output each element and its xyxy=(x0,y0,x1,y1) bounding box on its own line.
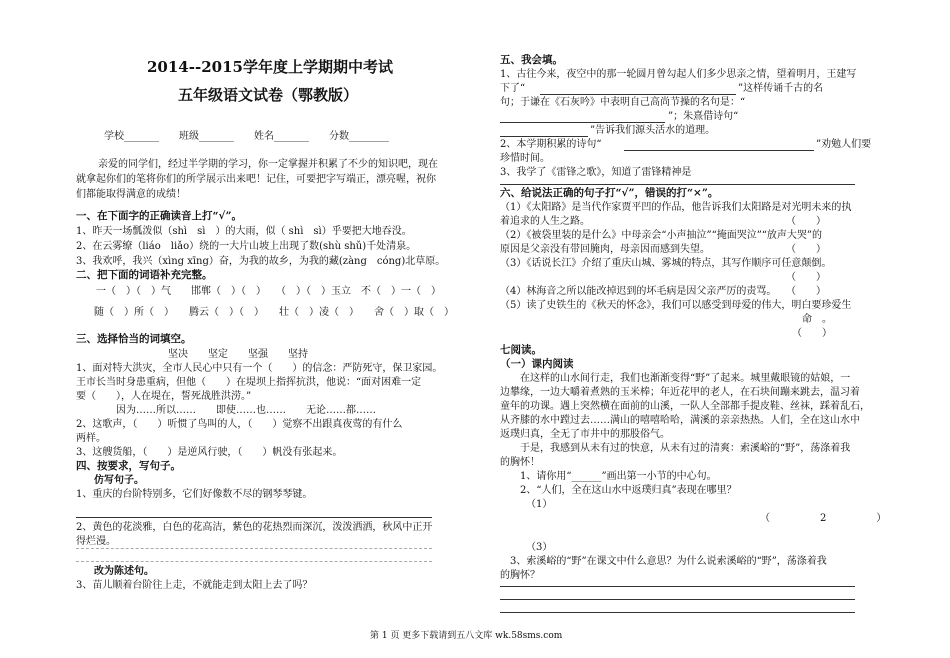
section-4-line-2: 2、黄色的花淡雅，白色的花高洁，紫色的花热烈而深沉，泼泼洒洒，秋风中正开 xyxy=(76,522,433,533)
answer-line[interactable] xyxy=(500,136,588,137)
intro-line-3: 们都能取得满意的成绩！ xyxy=(76,189,186,200)
section-4-line-1: 1、重庆的台阶特别多，它们好像数不尽的钢琴琴键。 xyxy=(76,489,313,500)
section-5-line-6a: 2、本学期积累的诗句“ xyxy=(500,139,602,150)
section-7-sub: （一）课内阅读 xyxy=(500,358,574,370)
section-6-line-8: 命 。 xyxy=(802,314,832,325)
answer-paren[interactable]: （ ） xyxy=(786,244,826,255)
question-3-line-1: 3、索溪峪的“野”在课文中什么意思？为什么说索溪峪的“野”，荡涤着我 xyxy=(510,556,827,567)
answer-paren[interactable]: （ ） xyxy=(792,328,832,339)
reading-p1-line-5: 返璞归真，全无了市井中的那股俗气。 xyxy=(500,429,670,440)
section-3-line-3: 要（ ），人在堤在，誓死战胜洪涝。” xyxy=(76,391,252,402)
section-3-heading: 三、选择恰当的词填空。 xyxy=(76,333,192,345)
section-5-line-2b: ”这样传诵千古的名 xyxy=(738,83,824,94)
intro-line-1: 亲爱的同学们，经过半学期的学习，你一定掌握并积累了不少的知识吧，现在 xyxy=(98,159,438,170)
section-2-row-2: 随（ ）所（ ） 腾云（ ）（ ） 壮（ ）凌（ ） 舍（ ）取（ ） xyxy=(84,307,454,318)
answer-line[interactable] xyxy=(500,586,855,587)
section-5-line-3: 句；于谦在《石灰吟》中表明自己高尚节操的名句是：“ xyxy=(500,97,746,108)
section-3-line-5: 两样。 xyxy=(76,433,106,444)
section-6-line-4: 原因是父亲没有带回腌肉，母亲因而感到失望。 xyxy=(500,244,710,255)
answer-line[interactable] xyxy=(624,150,814,151)
section-3-line-2: 王市长当时身患重病，但他（ ）在堤坝上指挥抗洪，他说：“面对困难一定 xyxy=(76,377,422,388)
section-6-line-2: 着追求的人生之路。 xyxy=(500,216,590,227)
section-6-line-7: （5）读了史铁生的《秋天的怀念》，我们可以感受到母爱的伟大，明白要珍爱生 xyxy=(500,300,852,311)
section-4-heading: 四、按要求，写句子。 xyxy=(76,460,181,472)
section-6-line-1: （1）《太阳路》是当代作家贾平凹的作品，他告诉我们太阳路是对光明未来的执 xyxy=(500,202,852,213)
reading-p1-line-4: 从齐膝的水中蹚过去……满山的嘻嘻哈哈，满溪的亲亲热热。人们，全在这山水中 xyxy=(500,415,860,426)
section-5-line-2a: 下了“ xyxy=(500,83,526,94)
section-7-heading: 七阅读。 xyxy=(500,344,542,356)
answer-paren[interactable]: （ ） xyxy=(786,216,826,227)
exam-title: 2014--2015学年度上学期期中考试 xyxy=(147,58,393,76)
section-4-sub-2: 改为陈述句。 xyxy=(94,566,154,577)
section-6-line-6: （4）林海音之所以能改掉迟到的坏毛病是因父亲严厉的责骂。 xyxy=(500,286,777,297)
page-footer: 第 1 页 更多下载请到五八文库 wk.58sms.com xyxy=(370,631,563,641)
question-2-item-2: （ 2 ） xyxy=(760,513,887,524)
question-2: 2、“人们，全在这山水中返璞归真”表现在哪里？ xyxy=(520,485,737,496)
answer-paren[interactable]: （ ） xyxy=(786,272,826,283)
section-6-line-3: （2）《被袋里装的是什么》中母亲会“小声抽泣”“掩面哭泣”“放声大哭”的 xyxy=(500,230,823,241)
answer-line[interactable] xyxy=(500,599,855,600)
reading-p2-line-2: 的胸怀！ xyxy=(500,457,540,468)
section-6-heading: 六、给说法正确的句子打“√”，错误的打“×”。 xyxy=(500,187,719,199)
section-5-line-1: 1、古往今来，夜空中的那一轮圆月曾勾起人们多少思亲之情，望着明月，王建写 xyxy=(500,69,857,80)
section-4-sub-1: 仿写句子。 xyxy=(94,475,144,486)
section-4-line-3: 得烂漫。 xyxy=(76,536,116,547)
intro-line-2: 就拿起你们的笔将你们的所学展示出来吧！记住，可要把字写端正，漂亮喔，祝你 xyxy=(76,174,436,185)
section-5-line-4: ”；朱熹借诗句“ xyxy=(668,111,739,122)
section-5-line-7: 珍惜时间。 xyxy=(500,153,550,164)
section-5-heading: 五、我会填。 xyxy=(500,54,563,66)
question-1: 1、请你用“______”画出第一小节的中心句。 xyxy=(520,471,717,482)
reading-p1-line-2: 边攀缘，一边大嚼着煮熟的玉米棒；年近花甲的老人，在石块间蹦来跳去，温习着 xyxy=(500,387,860,398)
section-1-line-3: 3、我欢呼，我兴（xìng xīng）奋，为我的故乡，为我的藏(zàng cóng)北草原。 xyxy=(76,256,446,267)
section-6-line-5: （3）《话说长江》介绍了重庆山城、雾城的特点，其写作顺序可任意颠倒。 xyxy=(500,258,832,269)
section-1-line-1: 1、昨天一场瓢泼似（shì sì ）的大雨，似（ shì sì）乎要把大地吞没。 xyxy=(76,226,412,237)
reading-p1-line-1: 在这样的山水间行走，我们也渐渐变得“野”了起来。城里戴眼镜的姑娘，一 xyxy=(510,373,851,384)
section-1-line-2: 2、在云雾缭（liáo liǎo）绕的一大片山坡上出现了数(shù shǔ)千处清泉。 xyxy=(76,241,417,252)
section-3-words-2: 因为……所以…… 即使……也…… 无论……都…… xyxy=(116,405,376,416)
answer-line[interactable] xyxy=(500,122,665,123)
answer-line[interactable] xyxy=(76,517,432,518)
answer-line[interactable] xyxy=(500,612,855,613)
section-3-line-6: 3、这艘货船，（ ）是逆风行驶，（ ）帆没有张起来。 xyxy=(76,447,343,458)
section-1-heading: 一、在下面字的正确读音上打“√”。 xyxy=(76,210,242,222)
student-info-line: 学校_______ 班级_______ 姓名_______ 分数________ xyxy=(104,131,389,142)
section-2-row-1: 一（ ）（ ）气 邯郸（ ）（ ） （ ）（ ）玉立 不（ ）一（ ） xyxy=(96,286,441,297)
reading-p2-line-1: 于是，我感到从未有过的快意，从未有过的清爽：索溪峪的“野”，荡涤着我 xyxy=(510,443,851,454)
section-5-line-5: ”告诉我们源头活水的道理。 xyxy=(590,125,716,136)
reading-p1-line-3: 童年的功课。遇上突然横在面前的山溪，一队人全部都手提皮鞋、丝袜，踩着乱石， xyxy=(500,401,870,412)
section-3-line-1: 1、面对特大洪灾，全市人民心中只有一个（ ）的信念：严防死守，保卫家园。 xyxy=(76,363,443,374)
section-5-line-6b: ”劝勉人们要 xyxy=(816,139,872,150)
answer-line[interactable] xyxy=(76,548,432,549)
answer-line[interactable] xyxy=(540,94,736,95)
section-3-words-1: 坚决 坚定 坚强 坚持 xyxy=(168,349,308,360)
question-2-item-1: （1） xyxy=(526,499,553,510)
question-2-item-3: （3） xyxy=(526,542,553,553)
section-5-line-8: 3、我学了《雷锋之歌》，知道了雷锋精神是 xyxy=(500,167,692,178)
answer-line[interactable] xyxy=(76,561,432,562)
answer-paren[interactable]: （ ） xyxy=(786,286,826,297)
exam-subtitle: 五年级语文试卷（鄂教版） xyxy=(178,86,359,104)
question-3-line-2: 的胸怀？ xyxy=(500,570,540,581)
section-4-line-4: 3、苗儿顺着台阶往上走，不就能走到太阳上去了吗？ xyxy=(76,580,313,591)
answer-line[interactable] xyxy=(500,184,855,185)
section-2-heading: 二、把下面的词语补充完整。 xyxy=(76,269,213,281)
section-3-line-4: 2、这歌声，（ ）听惯了鸟叫的人，（ ）觉察不出跟真夜莺的有什么 xyxy=(76,419,403,430)
